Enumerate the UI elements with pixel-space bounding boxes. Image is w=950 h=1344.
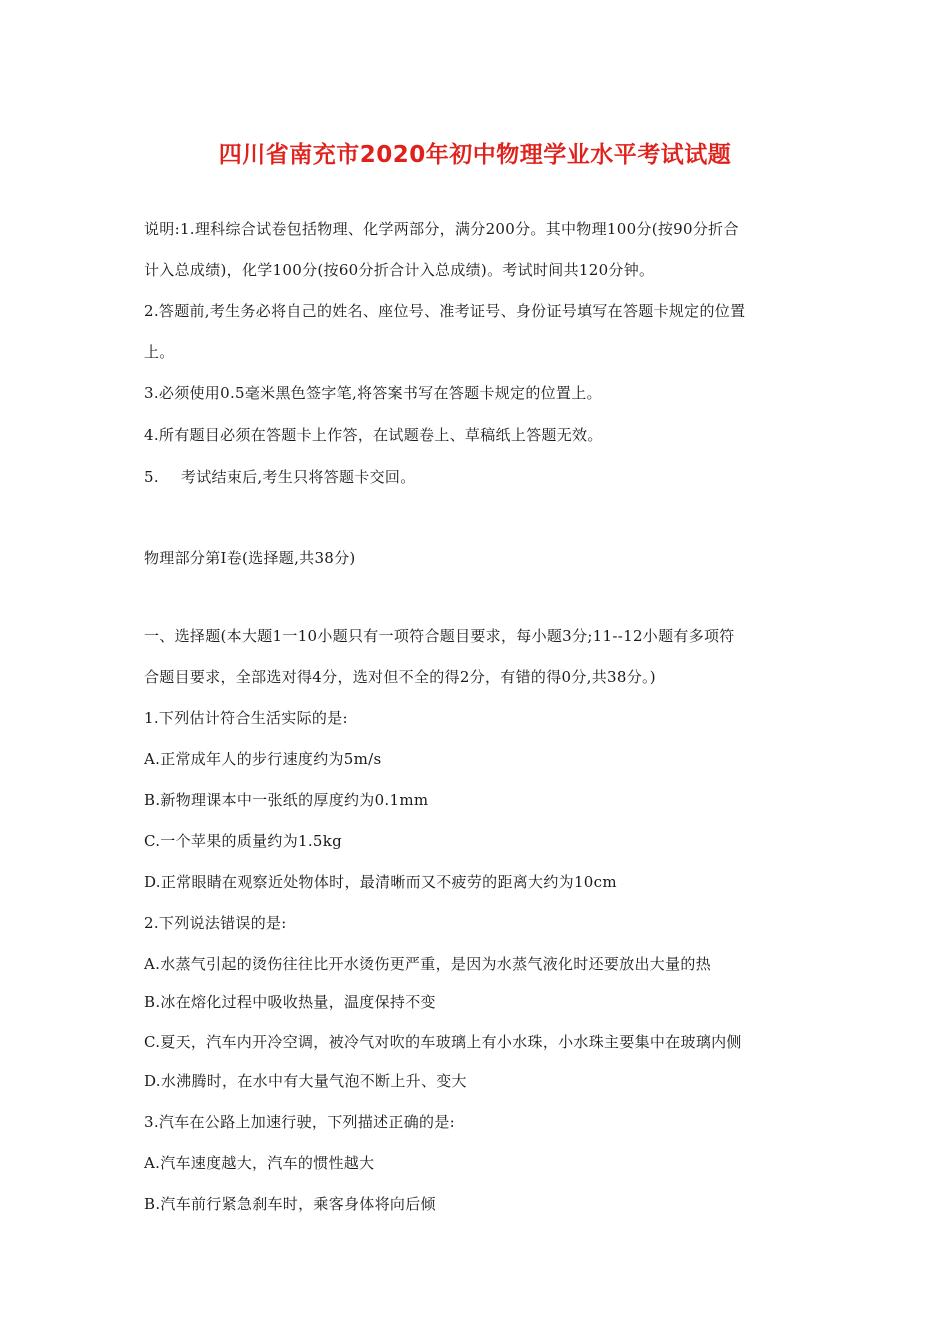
question-stem: 2.下列说法错误的是: [144, 914, 287, 932]
instruction-line: 4.所有题目必须在答题卡上作答，在试题卷上、草稿纸上答题无效。 [144, 426, 603, 444]
question-option: D.正常眼睛在观察近处物体时，最清晰而又不疲劳的距离大约为10cm [144, 873, 617, 891]
instruction-line: 上。 [144, 343, 175, 361]
question-option: C.夏天，汽车内开冷空调，被冷气对吹的车玻璃上有小水珠，小水珠主要集中在玻璃内侧 [144, 1033, 742, 1051]
instruction-line: 计入总成绩)，化学100分(按60分折合计入总成绩)。考试时间共120分钟。 [144, 261, 655, 279]
instruction-line [144, 467, 416, 487]
question-stem: 1.下列估计符合生活实际的是: [144, 709, 348, 727]
question-option: A.汽车速度越大，汽车的惯性越大 [144, 1154, 375, 1172]
question-option: C.一个苹果的质量约为1.5kg [144, 832, 343, 850]
question-option: D.水沸腾时，在水中有大量气泡不断上升、变大 [144, 1072, 467, 1090]
section-title: 物理部分第Ⅰ卷(选择题,共38分) [144, 549, 356, 567]
question-option: B.冰在熔化过程中吸收热量，温度保持不变 [144, 993, 436, 1011]
instruction-text: 考试结束后,考生只将答题卡交回。 [180, 468, 416, 486]
question-stem: 3.汽车在公路上加速行驶，下列描述正确的是: [144, 1113, 455, 1131]
question-option: A.水蒸气引起的烫伤往往比开水烫伤更严重，是因为水蒸气液化时还要放出大量的热 [144, 955, 712, 973]
document-title: 四川省南充市2020年初中物理学业水平考试试题 [218, 142, 732, 168]
instruction-line: 2.答题前,考生务必将自己的姓名、座位号、准考证号、身份证号填写在答题卡规定的位置 [144, 302, 746, 320]
section-intro-line: 一、选择题(本大题1一10小题只有一项符合题目要求，每小题3分;11--12小题有多项符 [144, 627, 735, 645]
question-option: B.汽车前行紧急刹车时，乘客身体将向后倾 [144, 1195, 436, 1213]
question-option: A.正常成年人的步行速度约为5m/s [144, 750, 382, 768]
instruction-line: 说明:1.理科综合试卷包括物理、化学两部分，满分200分。其中物理100分(按90分折合 [144, 220, 739, 238]
instruction-number: 5. [144, 468, 159, 486]
question-option: B.新物理课本中一张纸的厚度约为0.1mm [144, 791, 429, 809]
instruction-line: 3.必须使用0.5毫米黑色签字笔,将答案书写在答题卡规定的位置上。 [144, 384, 602, 402]
section-intro-line: 合题目要求，全部选对得4分，选对但不全的得2分，有错的得0分,共38分。) [144, 668, 656, 686]
